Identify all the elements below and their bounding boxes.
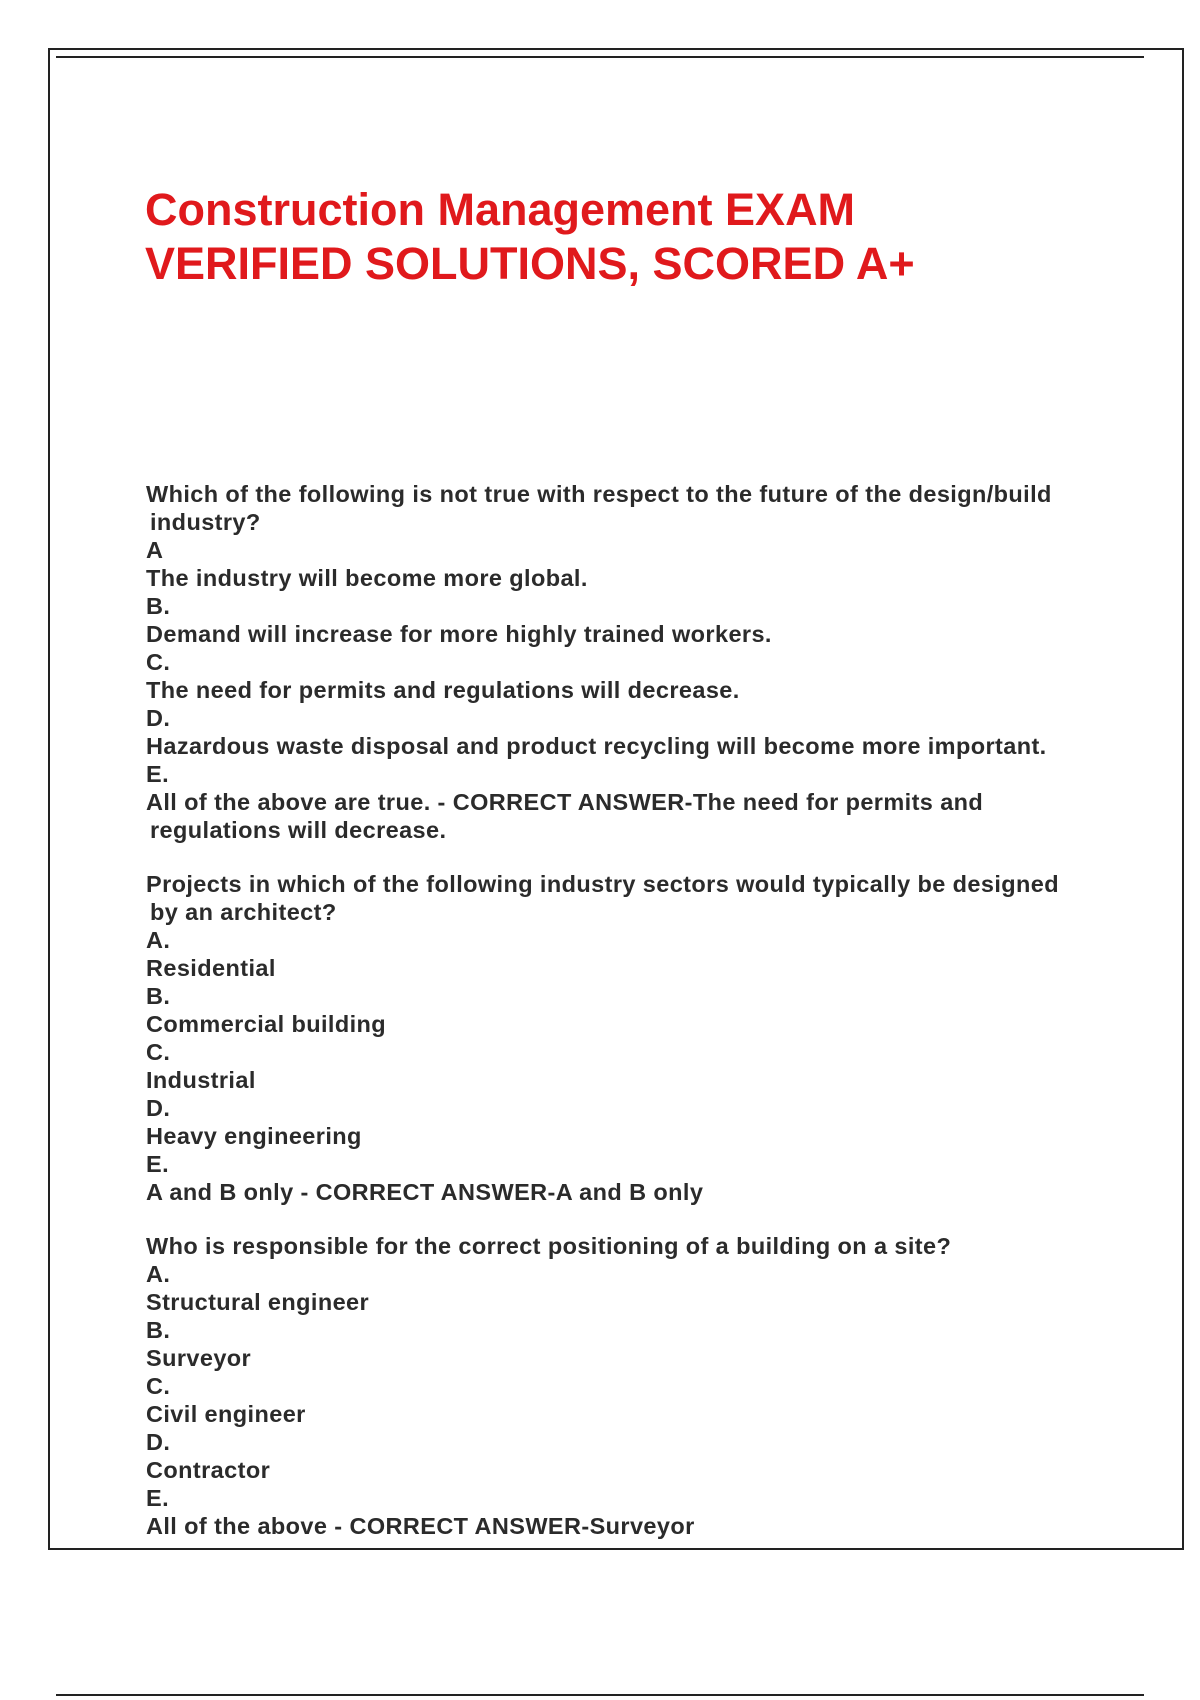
option-letter-b: B.: [146, 593, 171, 619]
question-text-line-1: Who is responsible for the correct positioning of a building on a site?: [146, 1233, 952, 1259]
option-text-c: The need for permits and regulations will decrease.: [146, 677, 740, 703]
title-line-1: Construction Management EXAM: [145, 184, 856, 235]
correct-answer-continuation: regulations will decrease.: [150, 817, 447, 843]
option-letter-a: A.: [146, 927, 171, 953]
question-text-line-1: Projects in which of the following industry sectors would typically be designed: [146, 871, 1059, 897]
option-letter-e: E.: [146, 1151, 170, 1177]
question-block-1: [146, 480, 1086, 844]
option-text-b: Surveyor: [146, 1345, 252, 1371]
option-letter-d: D.: [146, 705, 171, 731]
option-letter-a: A.: [146, 1261, 171, 1287]
option-text-a: The industry will become more global.: [146, 565, 588, 591]
option-letter-a: A: [146, 537, 164, 563]
option-text-a: Residential: [146, 955, 276, 981]
option-text-c: Industrial: [146, 1067, 256, 1093]
option-text-d: Heavy engineering: [146, 1123, 362, 1149]
option-letter-c: C.: [146, 1039, 171, 1065]
question-text-line-2: industry?: [150, 509, 261, 535]
option-letter-e: E.: [146, 1485, 170, 1511]
question-block-2: [146, 870, 1086, 1206]
option-letter-e: E.: [146, 761, 170, 787]
option-text-a: Structural engineer: [146, 1289, 370, 1315]
question-list: [146, 480, 1086, 1540]
question-block-3: [146, 1232, 1086, 1540]
option-letter-d: D.: [146, 1429, 171, 1455]
option-text-e-with-answer: All of the above - CORRECT ANSWER-Surveyor: [146, 1513, 695, 1539]
option-text-d: Contractor: [146, 1457, 271, 1483]
bottom-rule: [56, 1694, 1144, 1696]
option-letter-b: B.: [146, 983, 171, 1009]
question-text-line-2: by an architect?: [150, 899, 337, 925]
option-letter-b: B.: [146, 1317, 171, 1343]
document-title: [145, 183, 915, 291]
option-letter-c: C.: [146, 1373, 171, 1399]
option-text-d: Hazardous waste disposal and product recycling will become more important.: [146, 733, 1047, 759]
option-text-b: Commercial building: [146, 1011, 387, 1037]
option-text-b: Demand will increase for more highly trained workers.: [146, 621, 772, 647]
option-letter-d: D.: [146, 1095, 171, 1121]
option-letter-c: C.: [146, 649, 171, 675]
option-text-e-with-answer: A and B only - CORRECT ANSWER-A and B only: [146, 1179, 704, 1205]
option-text-e-with-answer: All of the above are true. - CORRECT ANSWER-The need for permits and: [146, 789, 984, 815]
title-line-2: VERIFIED SOLUTIONS, SCORED A+: [145, 238, 915, 289]
option-text-c: Civil engineer: [146, 1401, 306, 1427]
question-text-line-1: Which of the following is not true with respect to the future of the design/build: [146, 481, 1052, 507]
